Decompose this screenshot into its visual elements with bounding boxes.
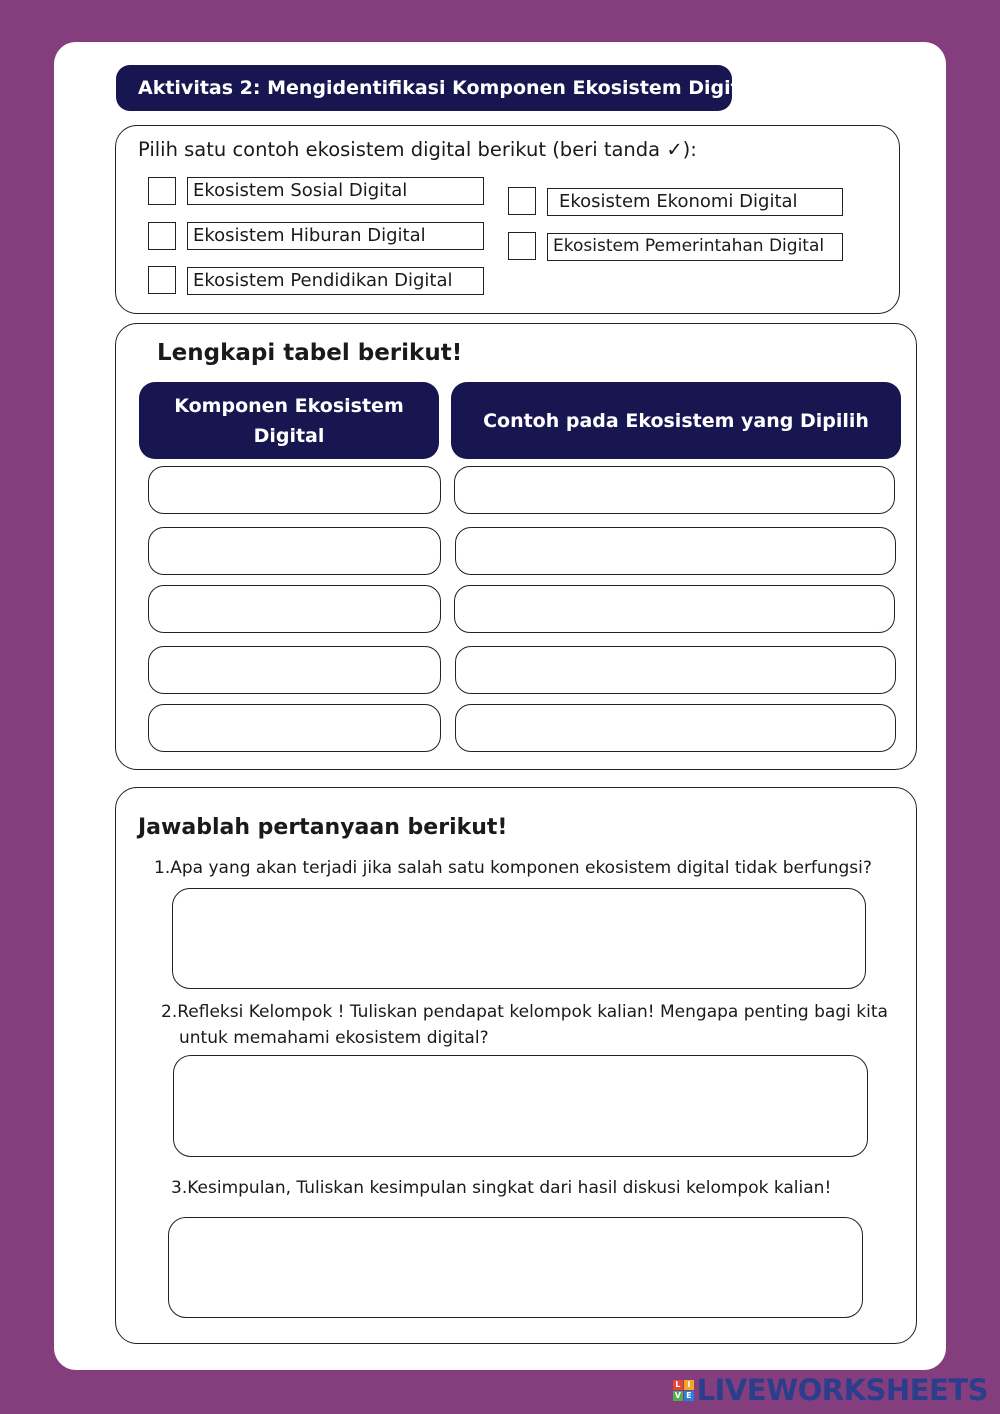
logo-letter: V	[673, 1391, 683, 1401]
logo-icon	[673, 1380, 694, 1401]
instruction-text: Pilih satu contoh ekosistem digital berikut (beri tanda	[138, 138, 667, 161]
activity-title: Aktivitas 2: Mengidentifikasi Komponen Ekosistem Digital	[116, 65, 732, 111]
checkbox-hiburan[interactable]	[148, 222, 176, 250]
table-input-contoh[interactable]	[454, 585, 895, 633]
answer-box-2[interactable]	[173, 1055, 868, 1157]
table-input-komponen[interactable]	[148, 527, 441, 575]
answer-box-1[interactable]	[172, 888, 866, 989]
question-text: Refleksi Kelompok ! Tuliskan pendapat kelompok kalian! Mengapa penting bagi kita	[177, 1002, 888, 1022]
column-header-contoh: Contoh pada Ekosistem yang Dipilih	[451, 382, 901, 459]
question-text: Apa yang akan terjadi jika salah satu komponen ekosistem digital tidak berfungsi?	[170, 858, 872, 878]
table-input-contoh[interactable]	[454, 466, 895, 514]
question-1	[154, 855, 872, 881]
question-2	[161, 999, 888, 1051]
checkbox-ekonomi[interactable]	[508, 187, 536, 215]
logo-letter: E	[684, 1391, 694, 1401]
checkbox-sosial[interactable]	[148, 177, 176, 205]
question-number: 3.	[171, 1178, 188, 1198]
table-input-contoh[interactable]	[455, 646, 896, 694]
check-mark-icon: ✓	[666, 138, 683, 161]
logo-letter: L	[673, 1380, 683, 1390]
question-number: 2.	[161, 1002, 178, 1022]
brand-name: LIVEWORKSHEETS	[696, 1373, 988, 1407]
question-text-line2: untuk memahami ekosistem digital?	[179, 1028, 489, 1048]
table-input-komponen[interactable]	[148, 646, 441, 694]
choice-instruction	[138, 138, 697, 161]
option-ekonomi: Ekosistem Ekonomi Digital	[547, 188, 843, 216]
checkbox-pendidikan[interactable]	[148, 266, 176, 294]
questions-title: Jawablah pertanyaan berikut!	[138, 815, 508, 840]
table-input-komponen[interactable]	[148, 466, 441, 514]
answer-box-3[interactable]	[168, 1217, 863, 1318]
instruction-suffix: ):	[682, 138, 697, 161]
table-input-contoh[interactable]	[455, 704, 896, 752]
column-header-komponen: Komponen Ekosistem Digital	[139, 382, 439, 459]
table-title: Lengkapi tabel berikut!	[157, 340, 463, 366]
question-number: 1.	[154, 858, 171, 878]
table-input-komponen[interactable]	[148, 585, 441, 633]
liveworksheets-logo	[673, 1373, 988, 1407]
option-sosial: Ekosistem Sosial Digital	[187, 177, 484, 205]
checkbox-pemerintahan[interactable]	[508, 232, 536, 260]
question-text: Kesimpulan, Tuliskan kesimpulan singkat dari hasil diskusi kelompok kalian!	[187, 1178, 832, 1198]
table-input-komponen[interactable]	[148, 704, 441, 752]
option-pendidikan: Ekosistem Pendidikan Digital	[187, 267, 484, 295]
table-input-contoh[interactable]	[455, 527, 896, 575]
option-pemerintahan: Ekosistem Pemerintahan Digital	[547, 233, 843, 261]
logo-letter: I	[684, 1380, 694, 1390]
option-hiburan: Ekosistem Hiburan Digital	[187, 222, 484, 250]
question-3	[171, 1175, 831, 1201]
